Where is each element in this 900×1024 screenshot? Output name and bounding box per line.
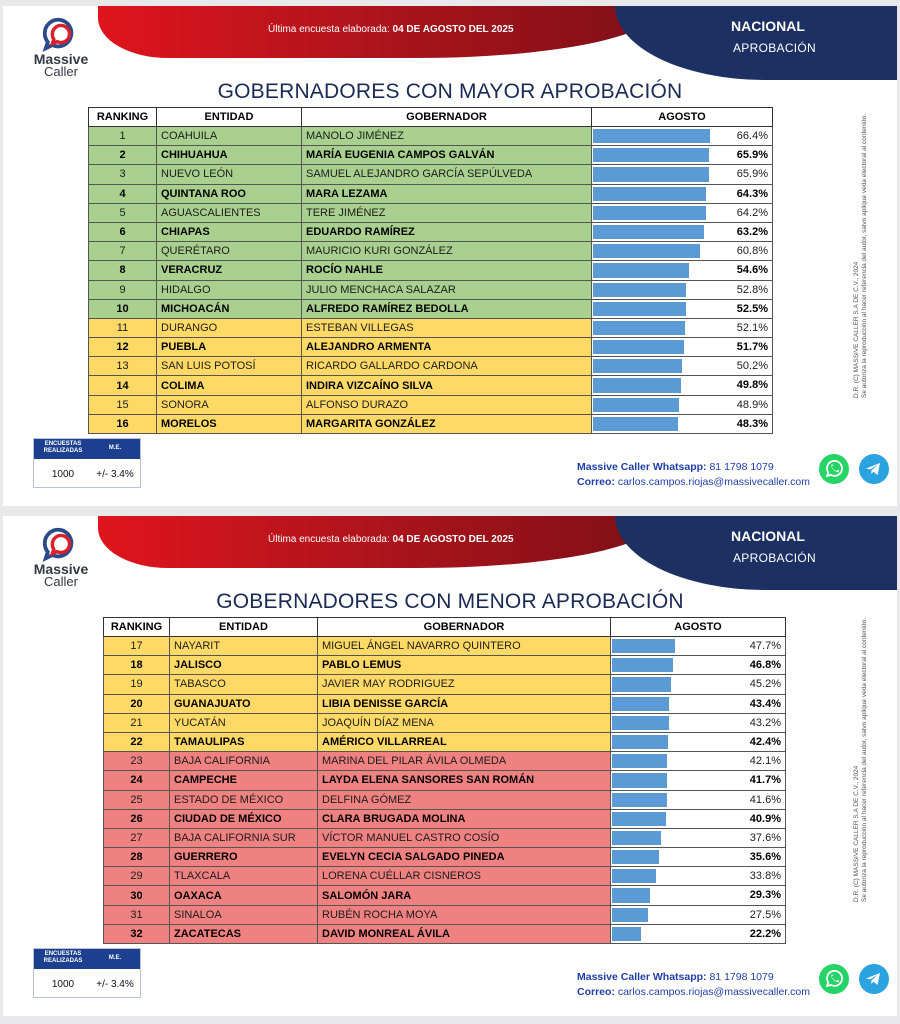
table-row <box>89 203 773 222</box>
rank-cell: 14 <box>89 376 157 395</box>
rank-cell: 29 <box>104 867 170 886</box>
approval-value-label: 65.9% <box>736 168 768 181</box>
rank-cell: 20 <box>104 694 170 713</box>
approval-cell <box>592 165 773 184</box>
approval-cell <box>611 809 786 828</box>
approval-cell <box>611 828 786 847</box>
approval-value-label: 48.9% <box>736 398 768 411</box>
table-row <box>104 656 786 675</box>
table-row <box>89 357 773 376</box>
margin-error-label: M.E. <box>108 955 122 961</box>
entidad-cell: HIDALGO <box>157 280 302 299</box>
entidad-cell: CIUDAD DE MÉXICO <box>170 809 318 828</box>
table-body <box>104 637 786 944</box>
approval-cell <box>611 656 786 675</box>
rank-cell: 28 <box>104 848 170 867</box>
surveys-label: ENCUESTAS REALIZADAS <box>43 951 83 964</box>
approval-value-label: 64.2% <box>736 206 768 219</box>
approval-bar <box>612 639 675 653</box>
approval-bar <box>612 697 669 711</box>
approval-value-label: 47.7% <box>749 640 781 652</box>
approval-bar <box>612 869 656 883</box>
entidad-cell: CAMPECHE <box>170 771 318 790</box>
gobernador-cell: LORENA CUÉLLAR CISNEROS <box>318 867 611 886</box>
approval-value-label: 45.2% <box>749 678 781 691</box>
ranking-table <box>103 617 786 944</box>
approval-cell <box>592 299 773 318</box>
gobernador-cell: JULIO MENCHACA SALAZAR <box>302 280 592 299</box>
approval-bar <box>593 321 685 335</box>
approval-cell <box>592 242 773 261</box>
approval-cell <box>611 713 786 732</box>
approval-bar <box>593 359 682 373</box>
entidad-cell: PUEBLA <box>157 338 302 357</box>
approval-value-label: 27.5% <box>749 908 781 921</box>
table-row <box>89 376 773 395</box>
header-ranking: RANKING <box>104 618 170 637</box>
table-row <box>89 299 773 318</box>
approval-bar <box>612 793 667 807</box>
copyright-note <box>853 618 883 902</box>
approval-cell <box>611 905 786 924</box>
header-agosto: AGOSTO <box>611 618 786 637</box>
header-agosto: AGOSTO <box>592 108 773 127</box>
approval-bar <box>612 831 661 845</box>
rank-cell: 17 <box>104 637 170 656</box>
surveys-value: 1000 <box>51 979 75 990</box>
gobernador-cell: MIGUEL ÁNGEL NAVARRO QUINTERO <box>318 637 611 656</box>
gobernador-cell: DELFINA GÓMEZ <box>318 790 611 809</box>
approval-value-label: 43.2% <box>749 716 781 729</box>
approval-value-label: 41.6% <box>749 793 781 806</box>
approval-value-label: 64.3% <box>736 187 768 200</box>
table-row <box>89 242 773 261</box>
rank-cell: 23 <box>104 752 170 771</box>
approval-bar <box>593 148 709 162</box>
table-row <box>104 752 786 771</box>
gobernador-cell: JAVIER MAY RODRIGUEZ <box>318 675 611 694</box>
copyright-line-1: D.R. (C) MASSIVE CALLER S.A DE C.V., 2024 <box>853 765 860 903</box>
rank-cell: 30 <box>104 886 170 905</box>
approval-cell <box>592 222 773 241</box>
approval-value-label: 60.8% <box>736 245 768 258</box>
gobernador-cell: SALOMÓN JARA <box>318 886 611 905</box>
approval-bar <box>593 187 706 201</box>
rank-cell: 26 <box>104 809 170 828</box>
telegram-icon <box>858 453 890 485</box>
approval-bar <box>612 716 669 730</box>
logo-sub: Caller <box>44 574 78 589</box>
approval-value-label: 42.1% <box>749 755 781 768</box>
rank-cell: 16 <box>89 414 157 433</box>
approval-bar <box>593 340 684 354</box>
entidad-cell: GUERRERO <box>170 848 318 867</box>
approval-bar <box>612 754 667 768</box>
entidad-cell: QUINTANA ROO <box>157 184 302 203</box>
approval-value-label: 40.9% <box>749 812 781 825</box>
approval-bar <box>612 850 659 864</box>
margin-error-value: +/- 3.4% <box>96 469 134 480</box>
gobernador-cell: SAMUEL ALEJANDRO GARCÍA SEPÚLVEDA <box>302 165 592 184</box>
whatsapp-label: Massive Caller Whatsapp: <box>577 971 707 983</box>
approval-value-label: 42.4% <box>749 735 781 748</box>
whatsapp-number: 81 1798 1079 <box>709 461 774 473</box>
approval-bar <box>612 812 666 826</box>
copyright-line-2: Se autoriza la reproducción al hacer referencia del autor, salvo aplique veda electoral al contenido. <box>861 618 868 903</box>
approval-bar <box>612 908 648 922</box>
header-gobernador: GOBERNADOR <box>302 108 592 127</box>
table-row <box>89 318 773 337</box>
whatsapp-number: 81 1798 1079 <box>709 971 774 983</box>
approval-value-label: 52.8% <box>736 283 768 296</box>
table-row <box>104 771 786 790</box>
gobernador-cell: PABLO LEMUS <box>318 656 611 675</box>
table-row <box>89 222 773 241</box>
rank-cell: 12 <box>89 338 157 357</box>
rank-cell: 22 <box>104 732 170 751</box>
approval-cell <box>611 886 786 905</box>
gobernador-cell: MANOLO JIMÉNEZ <box>302 127 592 146</box>
approval-bar <box>593 283 686 297</box>
gobernador-cell: ALFONSO DURAZO <box>302 395 592 414</box>
approval-cell <box>611 771 786 790</box>
rank-cell: 4 <box>89 184 157 203</box>
approval-bar <box>593 129 710 143</box>
whatsapp-label: Massive Caller Whatsapp: <box>577 461 707 473</box>
rank-cell: 5 <box>89 203 157 222</box>
rank-cell: 11 <box>89 318 157 337</box>
gobernador-cell: JOAQUÍN DÍAZ MENA <box>318 713 611 732</box>
rank-cell: 8 <box>89 261 157 280</box>
panel-menor-aprobacion <box>3 516 897 1016</box>
approval-bar <box>593 302 686 316</box>
logo-name: Massive <box>33 51 89 67</box>
contact-info <box>577 460 810 490</box>
approval-value-label: 37.6% <box>749 831 781 844</box>
entidad-cell: MICHOACÁN <box>157 299 302 318</box>
gobernador-cell: DAVID MONREAL ÁVILA <box>318 924 611 943</box>
approval-bar <box>612 888 650 902</box>
approval-value-label: 52.1% <box>736 321 768 334</box>
approval-bar <box>612 658 673 672</box>
approval-value-label: 63.2% <box>736 225 768 238</box>
table-header-row <box>104 618 786 637</box>
rank-cell: 15 <box>89 395 157 414</box>
entidad-cell: ZACATECAS <box>170 924 318 943</box>
gobernador-cell: ESTEBAN VILLEGAS <box>302 318 592 337</box>
approval-bar <box>612 927 641 941</box>
scope-label: NACIONAL <box>731 18 805 34</box>
entidad-cell: GUANAJUATO <box>170 694 318 713</box>
entidad-cell: YUCATÁN <box>170 713 318 732</box>
gobernador-cell: CLARA BRUGADA MOLINA <box>318 809 611 828</box>
approval-value-label: 65.9% <box>736 149 768 162</box>
email-address: carlos.campos.riojas@massivecaller.com <box>617 476 810 488</box>
copyright-note <box>853 114 883 398</box>
approval-cell <box>611 637 786 656</box>
survey-info-box <box>33 438 141 488</box>
gobernador-cell: ROCÍO NAHLE <box>302 261 592 280</box>
ranking-table <box>88 107 773 434</box>
entidad-cell: DURANGO <box>157 318 302 337</box>
metric-label: APROBACIÓN <box>733 551 817 565</box>
header-gobernador: GOBERNADOR <box>318 618 611 637</box>
entidad-cell: MORELOS <box>157 414 302 433</box>
rank-cell: 6 <box>89 222 157 241</box>
gobernador-cell: RUBÉN ROCHA MOYA <box>318 905 611 924</box>
approval-value-label: 66.4% <box>736 130 768 142</box>
rank-cell: 21 <box>104 713 170 732</box>
table-row <box>89 127 773 146</box>
approval-bar <box>593 417 678 431</box>
chart-title: GOBERNADORES CON MENOR APROBACIÓN <box>216 590 684 613</box>
gobernador-cell: MARÍA EUGENIA CAMPOS GALVÁN <box>302 146 592 165</box>
gobernador-cell: MARGARITA GONZÁLEZ <box>302 414 592 433</box>
approval-cell <box>592 338 773 357</box>
rank-cell: 10 <box>89 299 157 318</box>
table-row <box>104 924 786 943</box>
entidad-cell: TABASCO <box>170 675 318 694</box>
gobernador-cell: ALEJANDRO ARMENTA <box>302 338 592 357</box>
table-row <box>104 790 786 809</box>
copyright-line-2: Se autoriza la reproducción al hacer referencia del autor, salvo aplique veda electoral al contenido. <box>861 114 868 399</box>
entidad-cell: VERACRUZ <box>157 261 302 280</box>
approval-bar <box>593 263 689 277</box>
rank-cell: 31 <box>104 905 170 924</box>
approval-bar <box>612 773 667 787</box>
gobernador-cell: INDIRA VIZCAÍNO SILVA <box>302 376 592 395</box>
approval-bar <box>593 378 681 392</box>
speech-bubble-icon <box>41 526 79 564</box>
approval-value-label: 22.2% <box>749 927 781 940</box>
gobernador-cell: RICARDO GALLARDO CARDONA <box>302 357 592 376</box>
survey-date-text <box>268 24 514 35</box>
approval-value-label: 29.3% <box>749 889 781 902</box>
table-row <box>104 732 786 751</box>
approval-bar <box>593 167 709 181</box>
rank-cell: 18 <box>104 656 170 675</box>
approval-bar <box>612 735 668 749</box>
header-entidad: ENTIDAD <box>157 108 302 127</box>
entidad-cell: QUERÉTARO <box>157 242 302 261</box>
approval-cell <box>592 203 773 222</box>
entidad-cell: SONORA <box>157 395 302 414</box>
approval-value-label: 46.8% <box>749 659 781 672</box>
logo-name: Massive <box>33 561 89 577</box>
approval-bar <box>593 398 679 412</box>
table-row <box>104 675 786 694</box>
approval-value-label: 33.8% <box>749 870 781 883</box>
header-entidad: ENTIDAD <box>170 618 318 637</box>
approval-cell <box>592 127 773 146</box>
table-header-row <box>89 108 773 127</box>
table-row <box>104 637 786 656</box>
table-row <box>89 280 773 299</box>
entidad-cell: TLAXCALA <box>170 867 318 886</box>
approval-cell <box>611 924 786 943</box>
approval-value-label: 50.2% <box>736 360 768 373</box>
approval-value-label: 52.5% <box>736 302 768 315</box>
gobernador-cell: VÍCTOR MANUEL CASTRO COSÍO <box>318 828 611 847</box>
table-row <box>89 165 773 184</box>
approval-cell <box>611 790 786 809</box>
whatsapp-icon <box>818 453 850 485</box>
approval-cell <box>592 318 773 337</box>
approval-cell <box>592 376 773 395</box>
survey-date-prefix: Última encuesta elaborada: <box>268 534 390 545</box>
survey-date-text <box>268 534 514 545</box>
logo-sub: Caller <box>44 64 78 79</box>
gobernador-cell: MARINA DEL PILAR ÁVILA OLMEDA <box>318 752 611 771</box>
survey-info-box <box>33 948 141 998</box>
rank-cell: 19 <box>104 675 170 694</box>
approval-value-label: 48.3% <box>736 417 768 430</box>
entidad-cell: TAMAULIPAS <box>170 732 318 751</box>
approval-value-label: 51.7% <box>736 341 768 354</box>
approval-cell <box>611 848 786 867</box>
chart-title: GOBERNADORES CON MAYOR APROBACIÓN <box>217 80 683 103</box>
table-row <box>104 848 786 867</box>
entidad-cell: JALISCO <box>170 656 318 675</box>
entidad-cell: CHIAPAS <box>157 222 302 241</box>
entidad-cell: AGUASCALIENTES <box>157 203 302 222</box>
table-row <box>104 905 786 924</box>
gobernador-cell: LAYDA ELENA SANSORES SAN ROMÁN <box>318 771 611 790</box>
rank-cell: 13 <box>89 357 157 376</box>
metric-label: APROBACIÓN <box>733 41 817 55</box>
approval-cell <box>592 357 773 376</box>
rank-cell: 25 <box>104 790 170 809</box>
panel-mayor-aprobacion <box>3 6 897 506</box>
rank-cell: 2 <box>89 146 157 165</box>
approval-cell <box>592 280 773 299</box>
table-row <box>89 184 773 203</box>
approval-bar <box>612 677 671 691</box>
approval-cell <box>611 732 786 751</box>
table-row <box>104 713 786 732</box>
approval-bar <box>593 244 700 258</box>
rank-cell: 24 <box>104 771 170 790</box>
table-row <box>104 694 786 713</box>
margin-error-label: M.E. <box>108 445 122 451</box>
email-address: carlos.campos.riojas@massivecaller.com <box>617 986 810 998</box>
rank-cell: 7 <box>89 242 157 261</box>
massive-caller-logo <box>28 526 98 590</box>
rank-cell: 32 <box>104 924 170 943</box>
gobernador-cell: EDUARDO RAMÍREZ <box>302 222 592 241</box>
survey-date: 04 DE AGOSTO DEL 2025 <box>392 24 514 35</box>
speech-bubble-icon <box>41 16 79 54</box>
table-row <box>89 395 773 414</box>
approval-cell <box>611 694 786 713</box>
entidad-cell: ESTADO DE MÉXICO <box>170 790 318 809</box>
table-row <box>89 414 773 433</box>
table-row <box>89 261 773 280</box>
entidad-cell: OAXACA <box>170 886 318 905</box>
gobernador-cell: ALFREDO RAMÍREZ BEDOLLA <box>302 299 592 318</box>
table-row <box>104 809 786 828</box>
surveys-label: ENCUESTAS REALIZADAS <box>43 441 83 454</box>
surveys-value: 1000 <box>51 469 75 480</box>
entidad-cell: COLIMA <box>157 376 302 395</box>
approval-value-label: 35.6% <box>749 851 781 864</box>
approval-value-label: 43.4% <box>749 697 781 710</box>
approval-cell <box>592 184 773 203</box>
entidad-cell: COAHUILA <box>157 127 302 146</box>
table-row <box>89 338 773 357</box>
approval-cell <box>592 146 773 165</box>
telegram-icon <box>858 963 890 995</box>
copyright-line-1: D.R. (C) MASSIVE CALLER S.A DE C.V., 2024 <box>853 261 860 399</box>
table-row <box>104 886 786 905</box>
gobernador-cell: LIBIA DENISSE GARCÍA <box>318 694 611 713</box>
approval-value-label: 54.6% <box>736 264 768 277</box>
entidad-cell: BAJA CALIFORNIA <box>170 752 318 771</box>
header-ranking: RANKING <box>89 108 157 127</box>
scope-label: NACIONAL <box>731 528 805 544</box>
whatsapp-icon <box>818 963 850 995</box>
entidad-cell: BAJA CALIFORNIA SUR <box>170 828 318 847</box>
entidad-cell: CHIHUAHUA <box>157 146 302 165</box>
entidad-cell: NAYARIT <box>170 637 318 656</box>
gobernador-cell: MAURICIO KURI GONZÁLEZ <box>302 242 592 261</box>
rank-cell: 27 <box>104 828 170 847</box>
entidad-cell: SINALOA <box>170 905 318 924</box>
entidad-cell: NUEVO LEÓN <box>157 165 302 184</box>
approval-value-label: 41.7% <box>749 774 781 787</box>
approval-bar <box>593 206 706 220</box>
contact-info <box>577 970 810 1000</box>
approval-cell <box>592 395 773 414</box>
email-label: Correo: <box>577 986 615 998</box>
rank-cell: 1 <box>89 127 157 146</box>
rank-cell: 3 <box>89 165 157 184</box>
approval-bar <box>593 225 704 239</box>
gobernador-cell: MARA LEZAMA <box>302 184 592 203</box>
approval-cell <box>611 752 786 771</box>
rank-cell: 9 <box>89 280 157 299</box>
approval-cell <box>611 867 786 886</box>
table-row <box>104 867 786 886</box>
entidad-cell: SAN LUIS POTOSÍ <box>157 357 302 376</box>
table-body <box>89 127 773 434</box>
margin-error-value: +/- 3.4% <box>96 979 134 990</box>
massive-caller-logo <box>28 16 98 80</box>
approval-cell <box>592 414 773 433</box>
gobernador-cell: AMÉRICO VILLARREAL <box>318 732 611 751</box>
email-label: Correo: <box>577 476 615 488</box>
table-row <box>89 146 773 165</box>
table-row <box>104 828 786 847</box>
approval-cell <box>611 675 786 694</box>
survey-date-prefix: Última encuesta elaborada: <box>268 24 390 35</box>
gobernador-cell: TERE JIMÉNEZ <box>302 203 592 222</box>
survey-date: 04 DE AGOSTO DEL 2025 <box>392 534 514 545</box>
approval-value-label: 49.8% <box>736 379 768 392</box>
approval-cell <box>592 261 773 280</box>
gobernador-cell: EVELYN CECIA SALGADO PINEDA <box>318 848 611 867</box>
